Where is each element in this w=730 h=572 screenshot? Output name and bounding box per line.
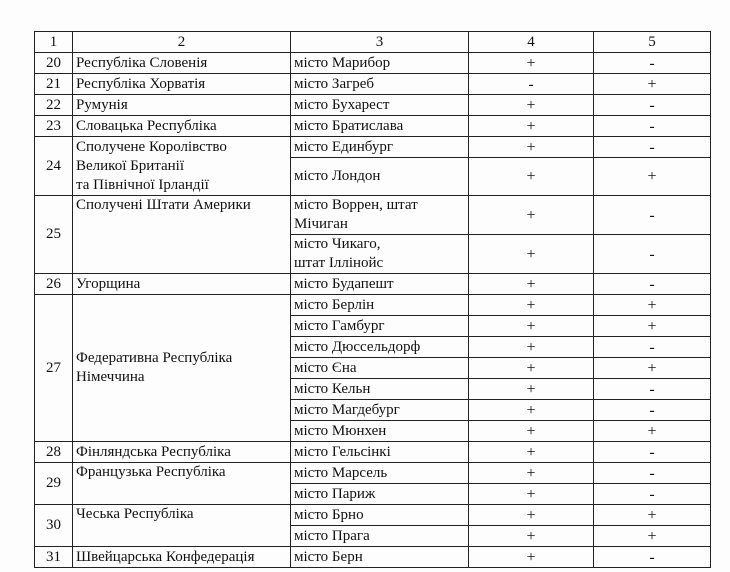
col4-mark: + (469, 316, 594, 337)
col4-mark: + (469, 484, 594, 505)
country-cell: Республіка Словенія (73, 53, 291, 74)
country-cell: Республіка Хорватія (73, 74, 291, 95)
col4-mark: + (469, 547, 594, 568)
header-cell: 2 (73, 32, 291, 53)
col5-mark: + (594, 421, 711, 442)
city-cell: місто Магдебург (291, 400, 469, 421)
table-row (35, 74, 711, 95)
col4-mark: + (469, 358, 594, 379)
row-number: 23 (35, 116, 73, 137)
country-cell (73, 295, 291, 442)
col4-mark: + (469, 421, 594, 442)
table-row (35, 442, 711, 463)
row-number: 26 (35, 274, 73, 295)
city-cell: місто Будапешт (291, 274, 469, 295)
country-cell (73, 137, 291, 196)
row-number: 20 (35, 53, 73, 74)
city-line: місто Чикаго, (294, 236, 381, 252)
table-row (35, 505, 711, 526)
country-cell: Румунія (73, 95, 291, 116)
header-row (35, 32, 711, 53)
country-line: та Північної Ірландії (76, 177, 209, 193)
country-line: Федеративна Республіка (76, 350, 233, 366)
city-cell: місто Єна (291, 358, 469, 379)
col4-mark: + (469, 505, 594, 526)
col4-mark: + (469, 463, 594, 484)
city-cell (291, 235, 469, 274)
city-cell: місто Марсель (291, 463, 469, 484)
col5-mark: + (594, 526, 711, 547)
col5-mark: - (594, 337, 711, 358)
country-line: Німеччина (76, 369, 145, 385)
col5-mark: + (594, 158, 711, 196)
col4-mark: - (469, 74, 594, 95)
table-row (35, 53, 711, 74)
city-cell (291, 196, 469, 235)
city-cell: місто Лондон (291, 158, 469, 196)
table-row (35, 274, 711, 295)
table-row (35, 463, 711, 484)
col4-mark: + (469, 274, 594, 295)
col5-mark: - (594, 547, 711, 568)
col4-mark: + (469, 337, 594, 358)
city-cell: місто Берн (291, 547, 469, 568)
col4-mark: + (469, 442, 594, 463)
country-cell: Швейцарська Конфедерація (73, 547, 291, 568)
city-cell: місто Марибор (291, 53, 469, 74)
country-cell: Угорщина (73, 274, 291, 295)
col4-mark: + (469, 196, 594, 235)
city-line: місто Воррен, штат (294, 197, 418, 213)
col5-mark: - (594, 95, 711, 116)
country-cell: Словацька Республіка (73, 116, 291, 137)
col5-mark: - (594, 196, 711, 235)
col5-mark: - (594, 400, 711, 421)
col5-mark: + (594, 358, 711, 379)
header-cell: 4 (469, 32, 594, 53)
table-row (35, 137, 711, 158)
city-cell: місто Мюнхен (291, 421, 469, 442)
row-number: 31 (35, 547, 73, 568)
col4-mark: + (469, 137, 594, 158)
country-line: Сполучене Королівство (76, 139, 227, 155)
city-line: Мічиган (294, 216, 348, 232)
col5-mark: + (594, 295, 711, 316)
city-cell: місто Загреб (291, 74, 469, 95)
city-cell: місто Гельсінкі (291, 442, 469, 463)
city-cell: місто Прага (291, 526, 469, 547)
city-cell: місто Единбург (291, 137, 469, 158)
country-cell: Фінляндська Республіка (73, 442, 291, 463)
col4-mark: + (469, 116, 594, 137)
col5-mark: + (594, 505, 711, 526)
row-number: 21 (35, 74, 73, 95)
col5-mark: + (594, 74, 711, 95)
col4-mark: + (469, 526, 594, 547)
col4-mark: + (469, 53, 594, 74)
col5-mark: - (594, 53, 711, 74)
city-cell: місто Братислава (291, 116, 469, 137)
col4-mark: + (469, 379, 594, 400)
city-cell: місто Гамбург (291, 316, 469, 337)
col4-mark: + (469, 95, 594, 116)
col4-mark: + (469, 158, 594, 196)
header-cell: 3 (291, 32, 469, 53)
col4-mark: + (469, 400, 594, 421)
table-row (35, 95, 711, 116)
col5-mark: - (594, 463, 711, 484)
header-cell: 5 (594, 32, 711, 53)
header-cell: 1 (35, 32, 73, 53)
city-cell: місто Дюссельдорф (291, 337, 469, 358)
col4-mark: + (469, 235, 594, 274)
col4-mark: + (469, 295, 594, 316)
city-cell: місто Брно (291, 505, 469, 526)
col5-mark: - (594, 116, 711, 137)
row-number: 25 (35, 196, 73, 274)
col5-mark: + (594, 316, 711, 337)
row-number: 30 (35, 505, 73, 547)
row-number: 27 (35, 295, 73, 442)
table-row (35, 116, 711, 137)
col5-mark: - (594, 442, 711, 463)
row-number: 24 (35, 137, 73, 196)
col5-mark: - (594, 484, 711, 505)
city-cell: місто Париж (291, 484, 469, 505)
table-row (35, 547, 711, 568)
col5-mark: - (594, 235, 711, 274)
city-cell: місто Бухарест (291, 95, 469, 116)
city-cell: місто Берлін (291, 295, 469, 316)
country-line: Великої Британії (76, 158, 185, 174)
country-cell: Сполучені Штати Америки (73, 196, 291, 274)
table-row (35, 295, 711, 316)
country-cell: Чеська Республіка (73, 505, 291, 547)
row-number: 22 (35, 95, 73, 116)
col5-mark: - (594, 274, 711, 295)
row-number: 28 (35, 442, 73, 463)
table-row (35, 196, 711, 235)
col5-mark: - (594, 137, 711, 158)
country-cell: Французька Республіка (73, 463, 291, 505)
cities-table (34, 31, 711, 568)
city-cell: місто Кельн (291, 379, 469, 400)
city-line: штат Іллінойс (294, 255, 384, 271)
col5-mark: - (594, 379, 711, 400)
row-number: 29 (35, 463, 73, 505)
